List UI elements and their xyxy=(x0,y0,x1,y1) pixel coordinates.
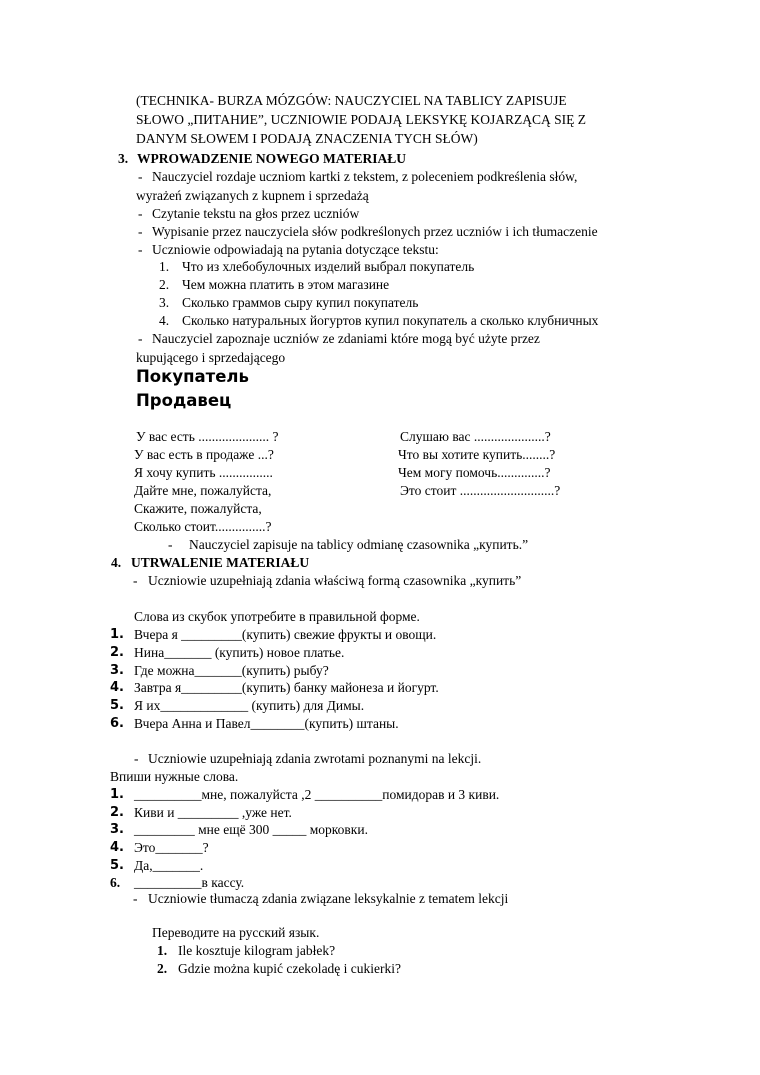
bullet-dash: - xyxy=(138,242,143,257)
exercise-1-item-3: Где можна_______(купить) рыбу? xyxy=(134,663,329,678)
section-4-title: UTRWALENIE MATERIAŁU xyxy=(131,555,310,570)
bullet-dash: - xyxy=(138,169,143,184)
s3-bullet-1b: wyrażeń związanych z kupnem i sprzedażą xyxy=(136,188,369,203)
bullet-dash: - xyxy=(138,206,143,221)
exercise-2-item-1: __________мне, пожалуйста ,2 __________помидорав и 3 киви. xyxy=(134,787,500,802)
seller-phrase-4: Это стоит ............................? xyxy=(400,483,561,498)
question-1: Что из хлебобулочных изделий выбрал покупатель xyxy=(182,259,475,274)
exercise-2-item-5: Да,_______. xyxy=(134,858,204,873)
bullet-dash: - xyxy=(138,224,143,239)
exercise-number: 1. xyxy=(110,787,124,802)
seller-phrase-1: Слушаю вас .....................? xyxy=(400,429,551,444)
exercise-number: 2. xyxy=(110,805,124,820)
bullet-dash: - xyxy=(133,573,138,588)
s3-bullet-4: Uczniowie odpowiadają na pytania dotyczące tekstu: xyxy=(152,242,439,257)
note-conjugation: Nauczyciel zapisuje na tablicy odmianę czasownika „купить.” xyxy=(189,537,529,552)
exercise-1-item-5: Я их_____________ (купить) для Димы. xyxy=(134,698,365,713)
section-4-number: 4. xyxy=(111,555,122,570)
exercise-3-item-2: Gdzie można kupić czekoladę i cukierki? xyxy=(178,961,402,976)
exercise-number: 3. xyxy=(110,822,124,837)
buyer-phrase-4: Дайте мне, пожалуйста, xyxy=(134,483,272,498)
s3-bullet-1a: Nauczyciel rozdaje uczniom kartki z tekstem, z poleceniem podkreślenia słów, xyxy=(152,169,578,184)
section-3-number: 3. xyxy=(118,151,129,166)
seller-phrase-3: Чем могу помочь..............? xyxy=(398,465,551,480)
exercise-3-instruction: Переводите на русский язык. xyxy=(152,925,320,940)
bullet-dash: - xyxy=(138,331,143,346)
exercise-number: 1. xyxy=(110,627,124,642)
question-number: 1. xyxy=(159,259,170,274)
buyer-phrase-6: Сколько стоит...............? xyxy=(134,519,272,534)
question-2: Чем можна платить в этом магазине xyxy=(182,277,390,292)
buyer-phrase-5: Скажите, пожалуйста, xyxy=(134,501,262,516)
bullet-dash: - xyxy=(168,537,173,552)
exercise-number: 4. xyxy=(110,680,124,695)
exercise-number: 1. xyxy=(157,943,168,958)
question-number: 4. xyxy=(159,313,170,328)
s3-bullet-5a: Nauczyciel zapoznaje uczniów ze zdaniami które mogą być użyte przez xyxy=(152,331,540,346)
heading-buyer: Покупатель xyxy=(136,367,249,386)
buyer-phrase-3: Я хочу купить ................ xyxy=(134,465,273,480)
exercise-number: 5. xyxy=(110,858,124,873)
exercise-2-item-4: Это_______? xyxy=(134,840,209,855)
question-4: Сколько натуральных йогуртов купил покупатель а сколько клубничных xyxy=(182,313,599,328)
s3-bullet-2: Czytanie tekstu na głos przez uczniów xyxy=(152,206,360,221)
section-3-title: WPROWADZENIE NOWEGO MATERIAŁU xyxy=(137,151,407,166)
exercise-1-instruction: Слова из скубок употребите в правильной форме. xyxy=(134,609,420,624)
intro-line-1: (TECHNIKA- BURZA MÓZGÓW: NAUCZYCIEL NA TABLICY ZAPISUJE xyxy=(136,93,567,108)
exercise-2-instruction: Впиши нужные слова. xyxy=(110,769,239,784)
exercise-2-item-6: __________в кассу. xyxy=(134,875,245,890)
exercise-number: 6. xyxy=(110,716,124,731)
buyer-phrase-1: У вас есть ..................... ? xyxy=(136,429,279,444)
exercise-number: 5. xyxy=(110,698,124,713)
question-number: 3. xyxy=(159,295,170,310)
s3-bullet-5b: kupującego i sprzedającego xyxy=(136,350,286,365)
s4-bullet-1: Uczniowie uzupełniają zdania właściwą formą czasownika „купить” xyxy=(148,573,522,588)
exercise-number: 4. xyxy=(110,840,124,855)
exercise-number: 2. xyxy=(110,645,124,660)
exercise-2-item-3: _________ мне ещё 300 _____ морковки. xyxy=(134,822,368,837)
s3-bullet-3: Wypisanie przez nauczyciela słów podkreślonych przez uczniów i ich tłumaczenie xyxy=(152,224,598,239)
heading-seller: Продавец xyxy=(136,391,232,410)
exercise-1-item-1: Вчера я _________(купить) свежие фрукты и овощи. xyxy=(134,627,437,642)
seller-phrase-2: Что вы хотите купить........? xyxy=(398,447,556,462)
intro-line-2: SŁOWO „ПИТАНИЕ”, UCZNIOWIE PODAJĄ LEKSYKĘ KOJARZĄCĄ SIĘ Z xyxy=(136,112,587,127)
question-3: Сколько граммов сыру купил покупатель xyxy=(182,295,419,310)
exercise-number: 6. xyxy=(110,875,121,890)
exercise-2-item-2: Киви и _________ ,уже нет. xyxy=(134,805,292,820)
exercise-number: 3. xyxy=(110,663,124,678)
question-number: 2. xyxy=(159,277,170,292)
bullet-dash: - xyxy=(134,751,139,766)
buyer-phrase-2: У вас есть в продаже ...? xyxy=(134,447,274,462)
s4-bullet-3: Uczniowie tłumaczą zdania związane leksykalnie z tematem lekcji xyxy=(148,891,509,906)
exercise-1-item-2: Нина_______ (купить) новое платье. xyxy=(134,645,345,660)
exercise-1-item-6: Вчера Анна и Павел________(купить) штаны. xyxy=(134,716,399,731)
intro-line-3: DANYM SŁOWEM I PODAJĄ ZNACZENIA TYCH SŁÓW) xyxy=(136,131,478,146)
exercise-number: 2. xyxy=(157,961,168,976)
exercise-3-item-1: Ile kosztuje kilogram jabłek? xyxy=(178,943,336,958)
s4-bullet-2: Uczniowie uzupełniają zdania zwrotami poznanymi na lekcji. xyxy=(148,751,482,766)
exercise-1-item-4: Завтра я_________(купить) банку майонеза и йогурт. xyxy=(134,680,439,695)
bullet-dash: - xyxy=(133,891,138,906)
